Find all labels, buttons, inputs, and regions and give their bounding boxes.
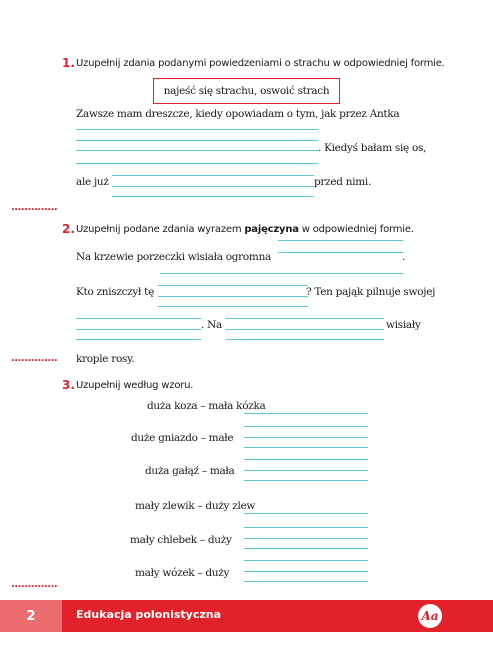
task-3-row-6-line[interactable] bbox=[244, 560, 368, 582]
task-2-answer-line-1-top[interactable] bbox=[278, 240, 403, 241]
task-1-sentence-3: przed nimi. bbox=[314, 176, 372, 188]
task-3-number: 3. bbox=[62, 378, 75, 392]
task-3-row-1-line[interactable] bbox=[244, 413, 368, 414]
task-2-answer-line-4[interactable] bbox=[226, 318, 384, 340]
task-3-row-4-line[interactable] bbox=[244, 513, 368, 514]
task-1-sentence-1: Zawsze mam dreszcze, kiedy opowiadam o tym, jak przez Antka bbox=[76, 108, 400, 120]
task-2-keyword: pajęczyna bbox=[244, 224, 299, 235]
task-2-sentence-2-post: ? Ten pająk pilnuje swojej bbox=[306, 286, 436, 298]
footer-title: Edukacja polonistyczna bbox=[76, 608, 222, 621]
page-footer bbox=[0, 600, 493, 632]
task-2-sentence-4: krople rosy. bbox=[76, 353, 135, 365]
task-2-sentence-3-end: wisiały bbox=[386, 319, 421, 331]
task-2-sentence-1: Na krzewie porzeczki wisiała ogromna bbox=[76, 251, 272, 263]
task-1-sentence-2: . Kiedyś bałam się os, bbox=[318, 142, 427, 154]
task-2-instruction-post: w odpowiedniej formie. bbox=[298, 224, 414, 235]
task-1-answer-line-2[interactable] bbox=[112, 175, 314, 197]
task-3-row-5: mały chlebek – duży bbox=[130, 534, 232, 546]
task-2-answer-line-3[interactable] bbox=[76, 318, 201, 340]
task-3-row-2-line[interactable] bbox=[244, 426, 368, 448]
task-1-ale-juz: ale już bbox=[76, 176, 109, 188]
task-2-answer-line-1-mid[interactable] bbox=[278, 252, 403, 253]
score-dots-1: .............. bbox=[11, 202, 58, 213]
score-dots-3: .............. bbox=[11, 579, 58, 590]
task-2-answer-line-1-bottom[interactable] bbox=[160, 273, 403, 274]
task-2-number: 2. bbox=[62, 222, 75, 236]
word-box bbox=[153, 78, 340, 104]
word-box-text: najeść się strachu, oswoić strach bbox=[163, 85, 330, 97]
task-2-instruction bbox=[76, 224, 414, 235]
task-3-example-2: mały zlewik – duży zlew bbox=[135, 500, 256, 512]
task-3-row-3-line[interactable] bbox=[244, 459, 368, 481]
task-3-row-6: mały wózek – duży bbox=[135, 567, 230, 579]
task-2-answer-line-2[interactable] bbox=[158, 285, 308, 307]
task-3-row-2: duże gniazdo – małe bbox=[131, 432, 234, 444]
task-3-row-5-line[interactable] bbox=[244, 527, 368, 549]
task-1-number: 1. bbox=[62, 56, 75, 70]
letters-logo-icon: Aa bbox=[418, 604, 442, 628]
task-1-instruction: Uzupełnij zdania podanymi powiedzeniami o strachu w odpowiedniej formie. bbox=[76, 58, 445, 69]
task-2-instruction-pre: Uzupełnij podane zdania wyrazem bbox=[76, 224, 245, 235]
task-2-sentence-3: . Na bbox=[201, 319, 222, 331]
task-2-sentence-1-end: . bbox=[402, 251, 406, 263]
score-dots-2: .............. bbox=[11, 353, 58, 364]
task-2-sentence-2: Kto zniszczył tę bbox=[76, 286, 155, 298]
task-1-answer-line-1-bottom[interactable] bbox=[76, 163, 318, 164]
page-number: 2 bbox=[0, 600, 62, 632]
task-3-example-1: duża koza – mała kózka bbox=[147, 400, 266, 412]
task-3-row-3: duża gałąź – mała bbox=[145, 465, 235, 477]
task-3-instruction: Uzupełnij według wzoru. bbox=[76, 380, 194, 391]
task-1-answer-line-1[interactable] bbox=[76, 129, 318, 151]
